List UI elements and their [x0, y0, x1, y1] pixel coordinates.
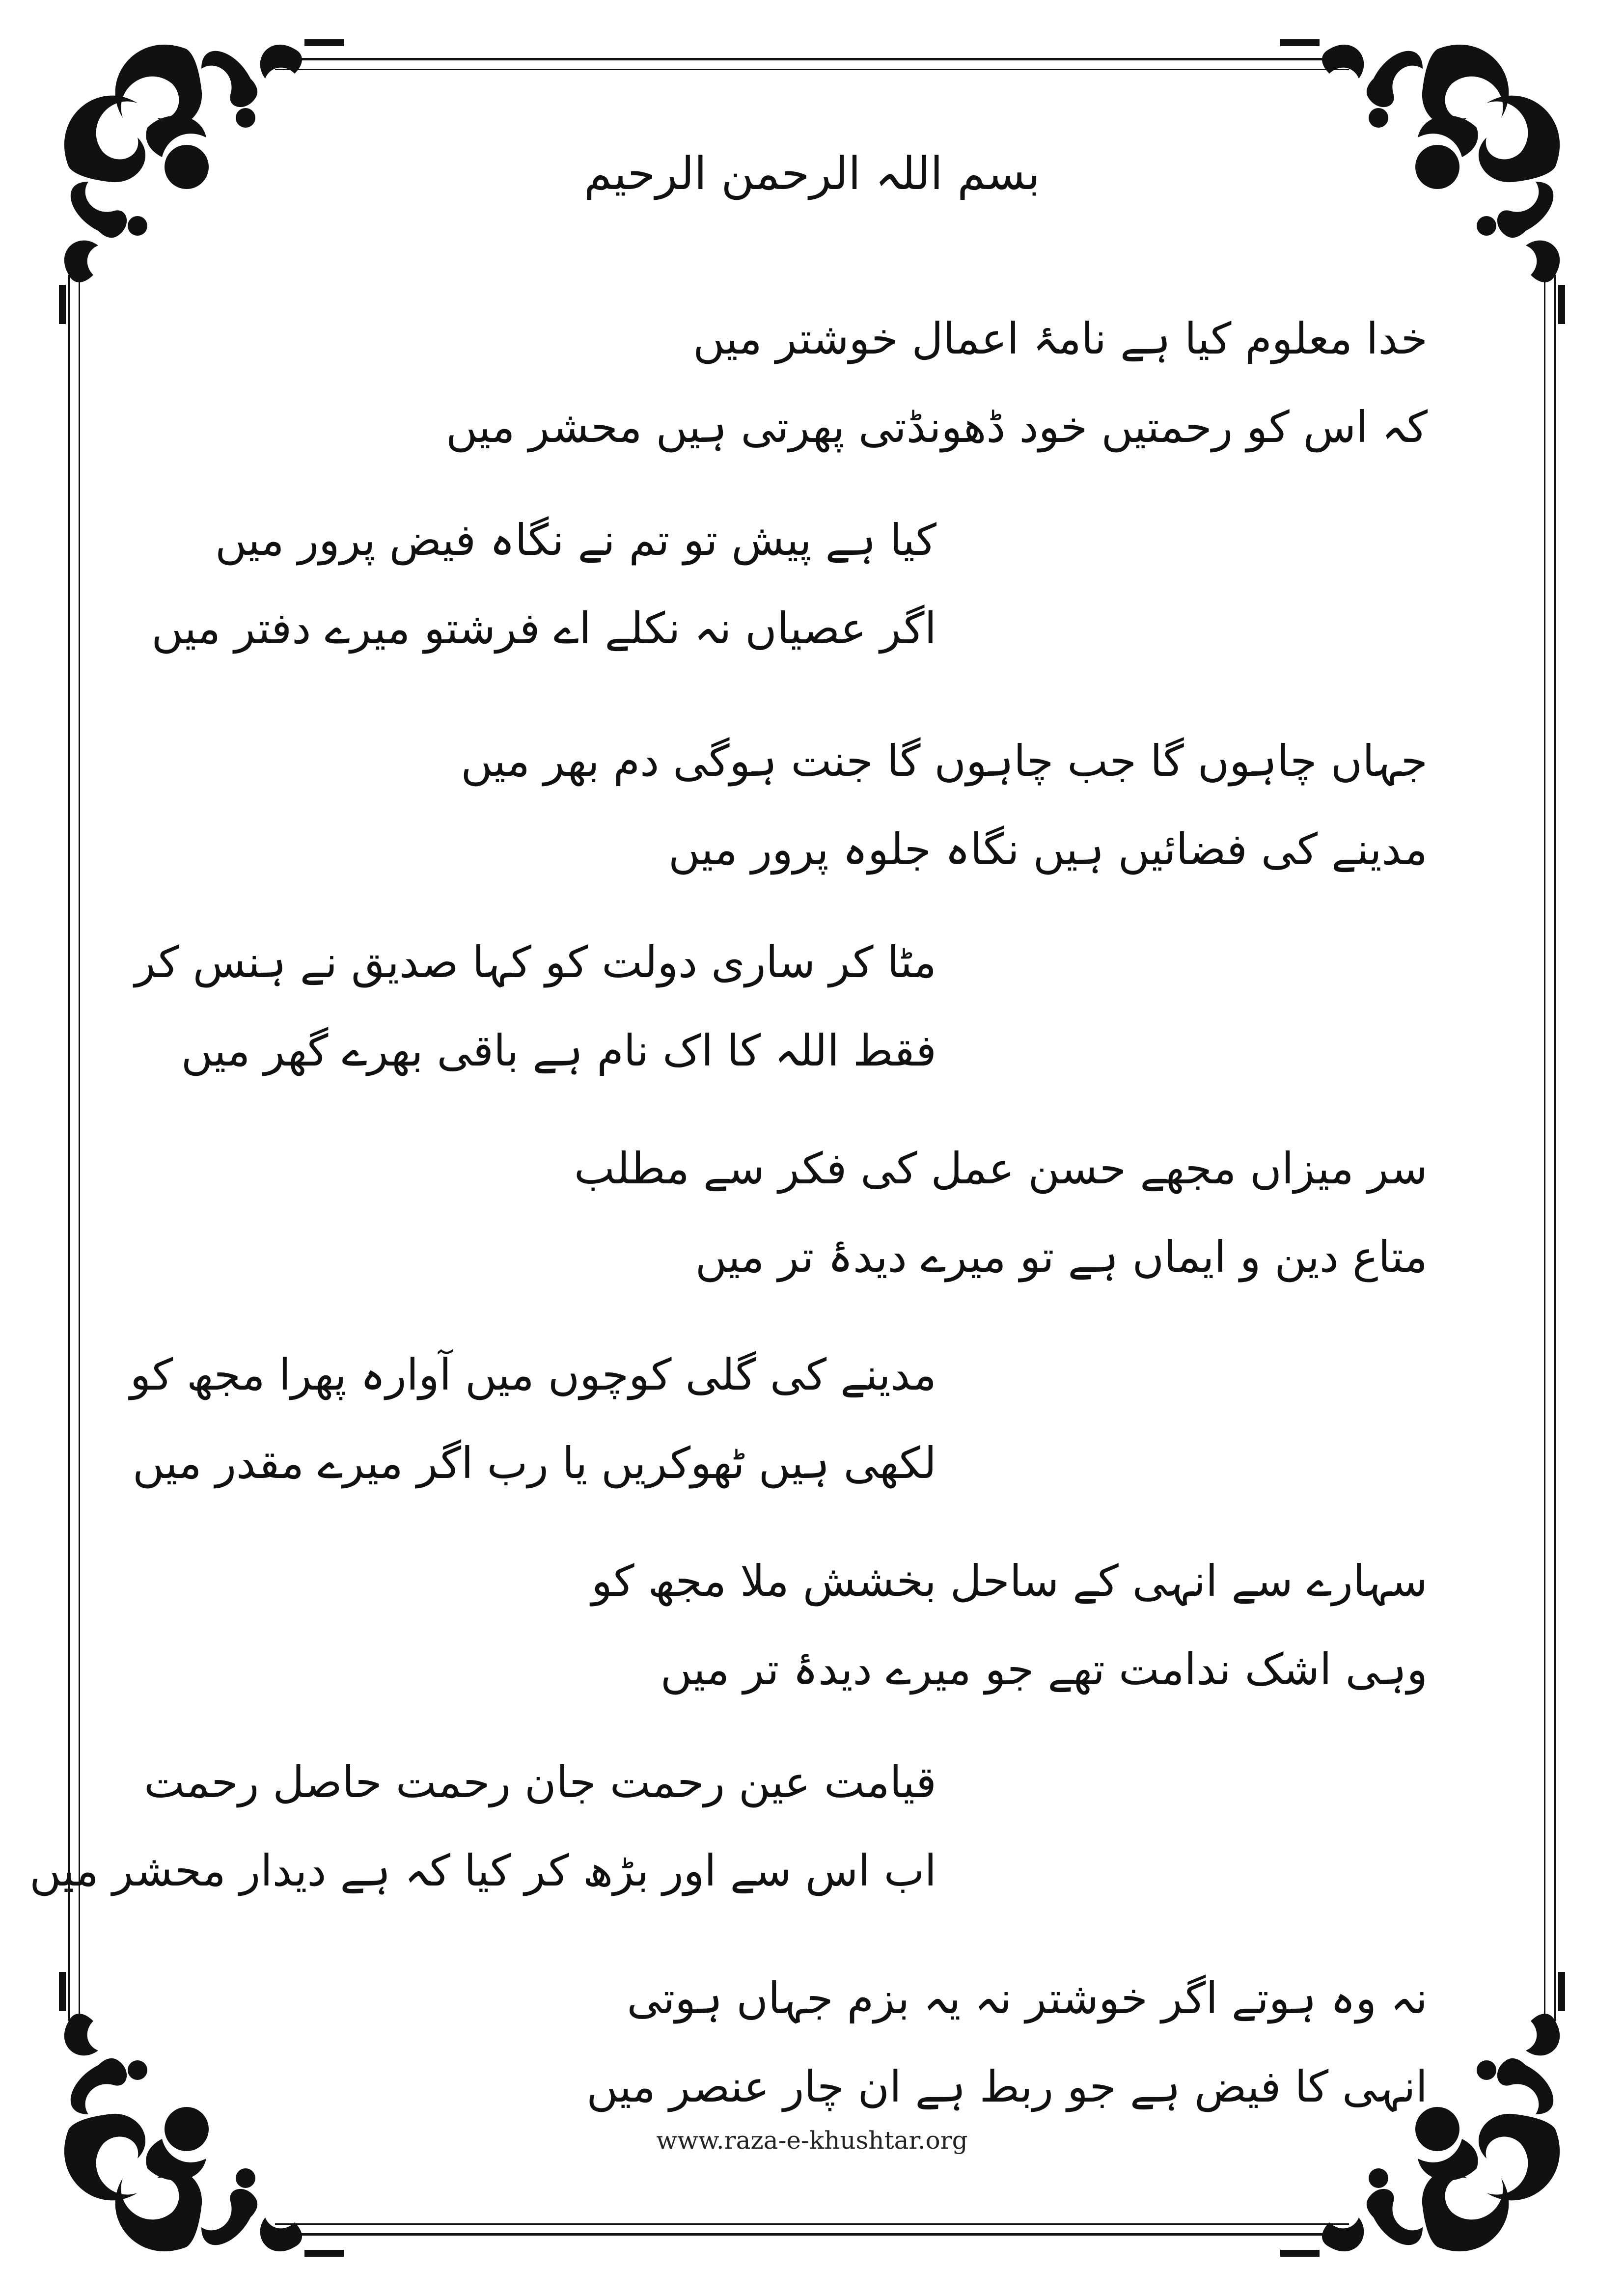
couplet-line: لکھی ہیں ٹھوکریں یا رب اگر میرے مقدر میں [132, 1438, 936, 1488]
couplet-line: مٹا کر ساری دولت کو کہا صدیق نے ہنس کر [135, 937, 936, 987]
couplet-3 [461, 717, 1428, 894]
couplet-line: نہ وہ ہوتے اگر خوشتر نہ یہ بزم جہاں ہوتی [627, 1973, 1428, 2023]
couplet-line: مدینے کی گلی کوچوں میں آوارہ پھرا مجھ کو [130, 1349, 936, 1400]
couplet-2 [151, 496, 936, 673]
couplet-1 [446, 295, 1428, 471]
couplet-line: وہی اشک ندامت تھے جو میرے دیدۂ تر میں [660, 1644, 1428, 1695]
frame-bottom-line [275, 2233, 1349, 2236]
couplet-line: انہی کا فیض ہے جو ربط ہے ان چار عنصر میں [586, 2061, 1428, 2112]
couplet-line: مدینے کی فضائیں ہیں نگاہ جلوہ پرور میں [668, 824, 1428, 875]
footer-website-url: www.raza-e-khushtar.org [656, 2126, 968, 2155]
couplet-line: متاع دین و ایماں ہے تو میرے دیدۂ تر میں [695, 1231, 1428, 1282]
couplet-line: قیامت عین رحمت جان رحمت حاصل رحمت [144, 1757, 936, 1807]
frame-right-line [1554, 275, 1556, 2021]
frame-top-line [275, 58, 1349, 60]
couplet-line: فقط اللہ کا اک نام ہے باقی بھرے گھر میں [181, 1025, 936, 1076]
couplet-line: جہاں چاہوں گا جب چاہوں گا جنت ہوگی دم بھر میں [461, 736, 1428, 786]
frame-top-inner-line [275, 69, 1349, 70]
couplet-7 [591, 1537, 1428, 1714]
couplet-line: سہارے سے انہی کے ساحل بخشش ملا مجھ کو [591, 1556, 1428, 1606]
couplet-8 [29, 1738, 936, 1915]
frame-bottom-inner-line [275, 2223, 1349, 2225]
couplet-9 [586, 1954, 1428, 2131]
couplet-line: اب اس سے اور بڑھ کر کیا کہ ہے دیدار محشر میں [29, 1845, 936, 1896]
frame-right-inner-line [1544, 275, 1545, 2021]
couplet-line: کیا ہے پیش تو تم نے نگاہ فیض پرور میں [215, 515, 936, 565]
bismillah-heading: بسم اللہ الرحمن الرحیم [583, 147, 1041, 200]
couplet-6 [130, 1331, 936, 1507]
couplet-line: خدا معلوم کیا ہے نامۂ اعمال خوشتر میں [693, 313, 1428, 364]
corner-ornament-bottom-left [39, 1972, 344, 2276]
couplet-5 [574, 1124, 1428, 1301]
couplet-line: کہ اس کو رحمتیں خود ڈھونڈتی پھرتی ہیں محشر میں [445, 402, 1428, 452]
couplet-line: اگر عصیاں نہ نکلے اے فرشتو میرے دفتر میں [151, 603, 936, 654]
couplet-line: سر میزاں مجھے حسن عمل کی فکر سے مطلب [574, 1143, 1428, 1194]
couplet-4 [135, 918, 936, 1095]
